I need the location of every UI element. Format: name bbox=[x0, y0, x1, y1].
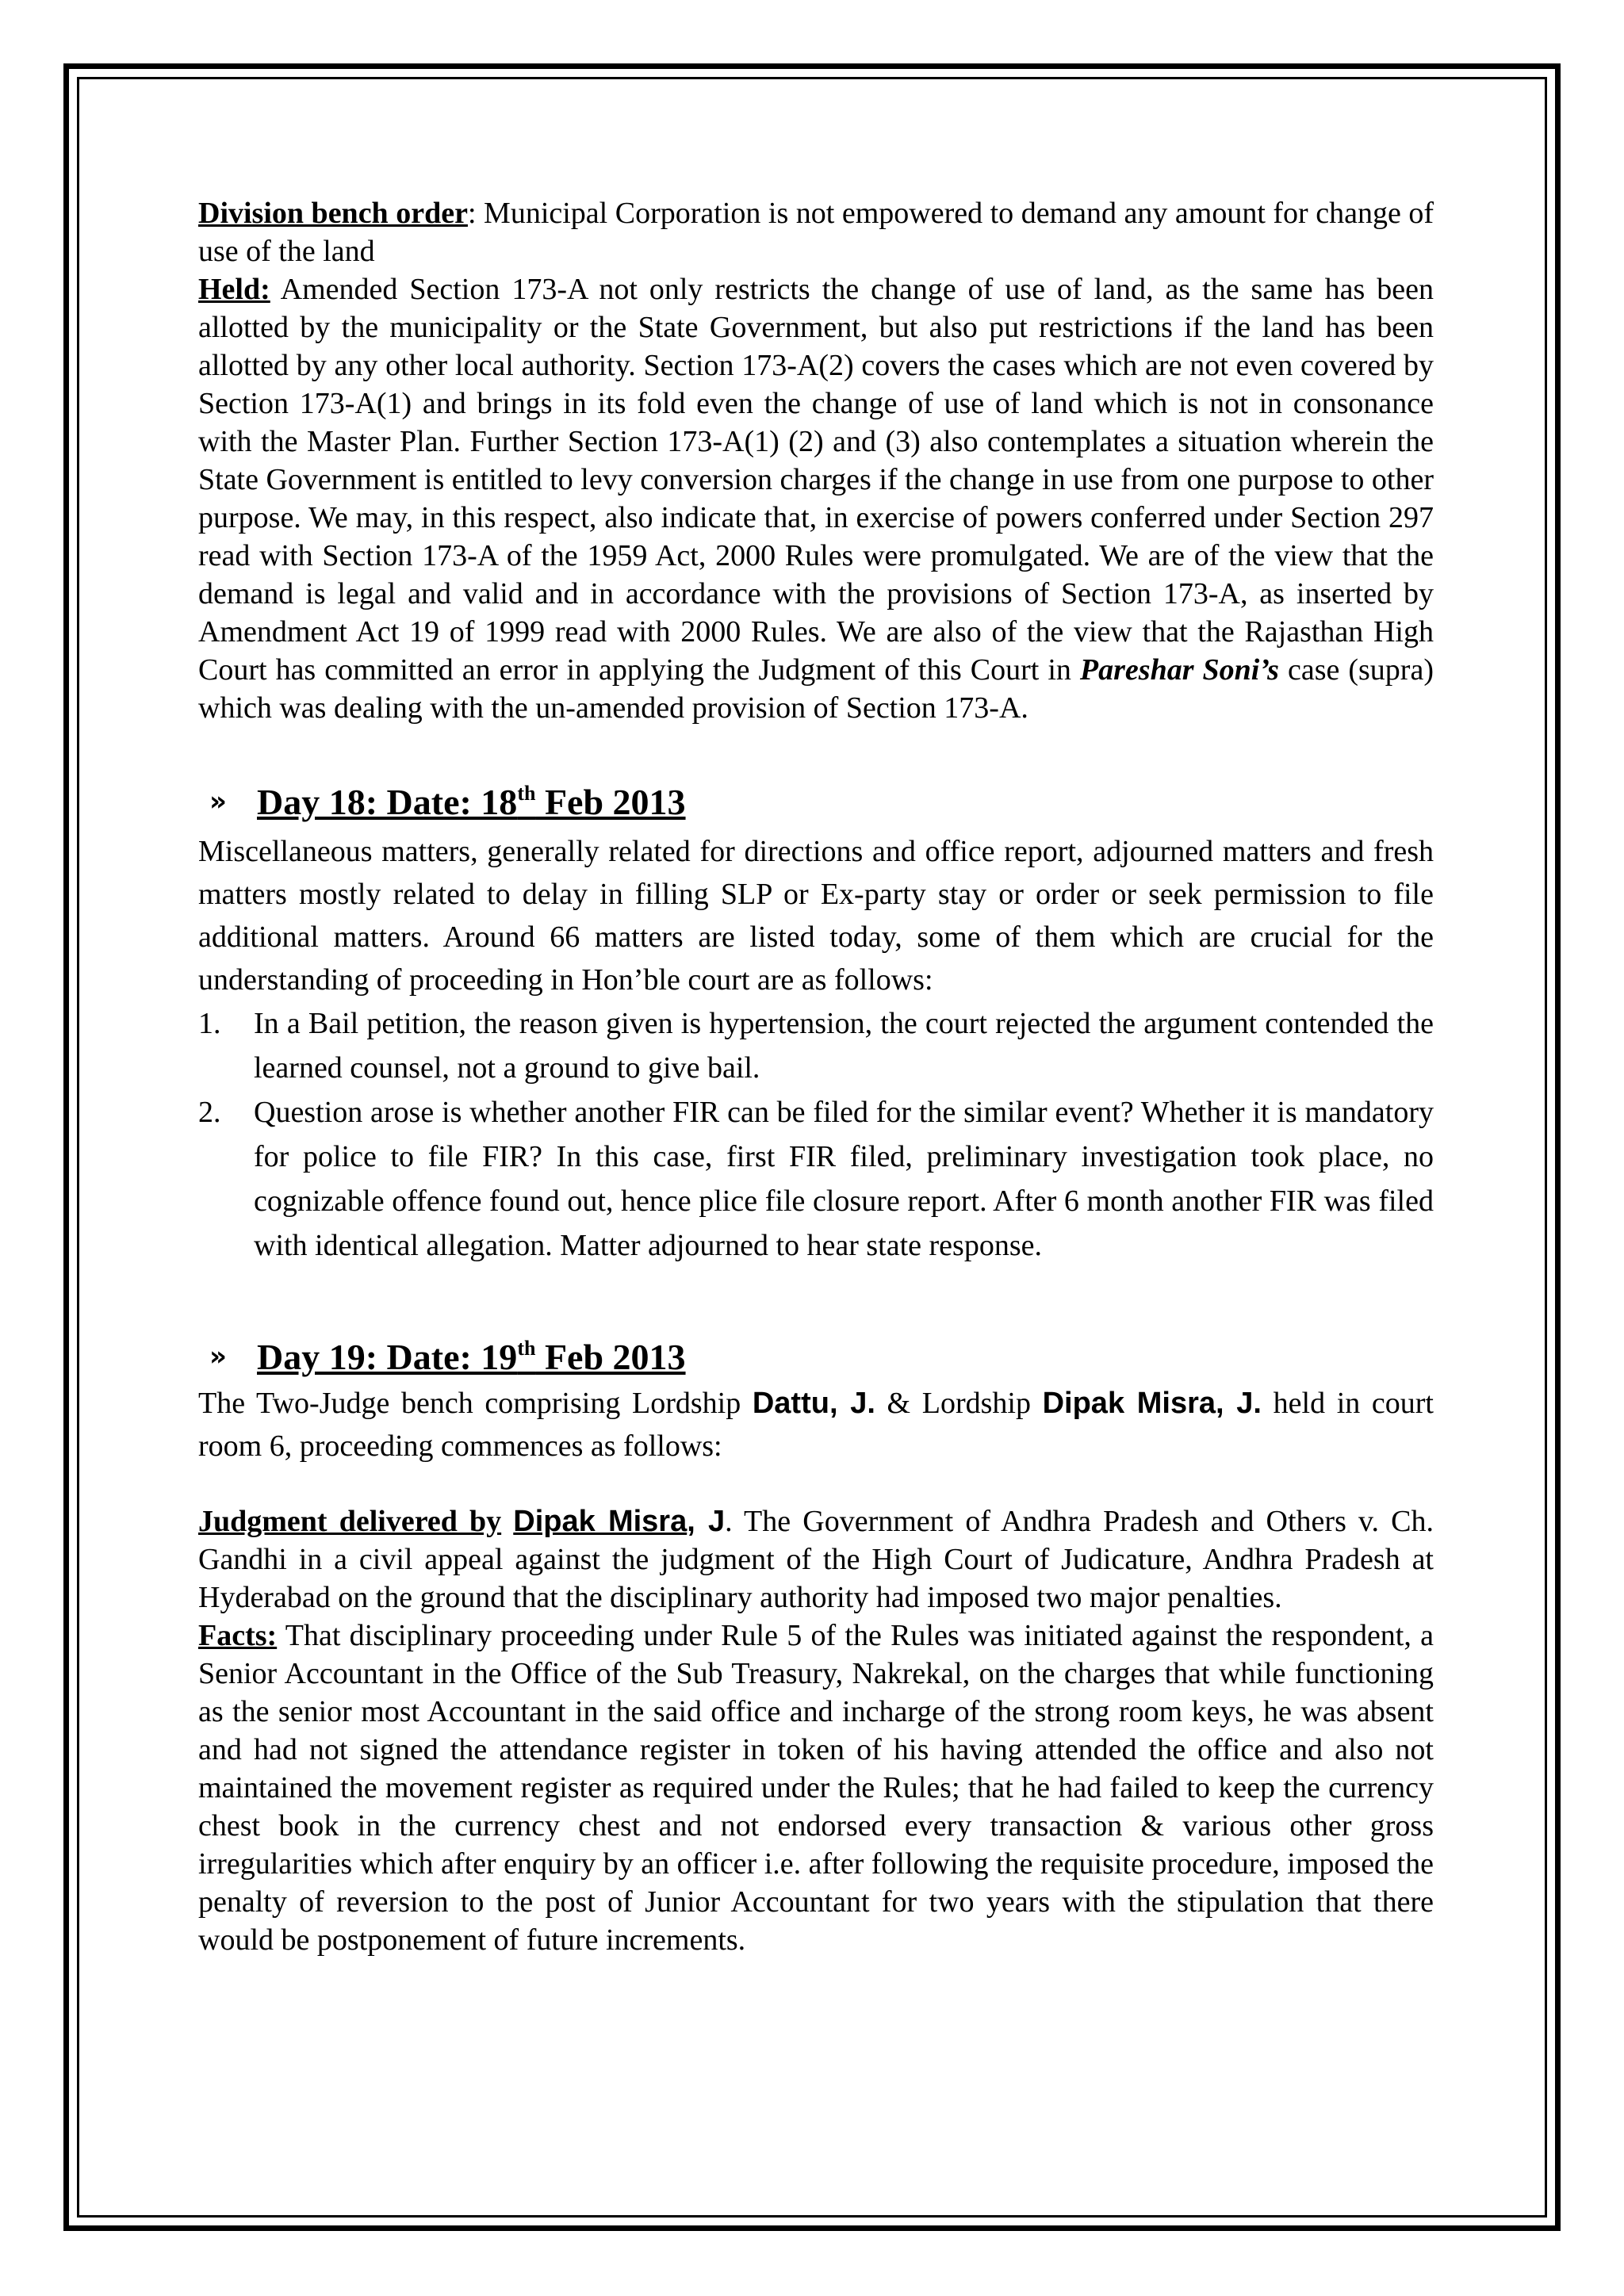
judgment-paragraph bbox=[198, 1502, 1434, 1617]
day19-heading bbox=[198, 1331, 1434, 1382]
chevron-bullet-icon: » bbox=[209, 1341, 227, 1372]
day19-title-pre: Day 19: Date: 19 bbox=[257, 1336, 518, 1377]
day18-title-pre: Day 18: Date: 18 bbox=[257, 781, 518, 822]
facts-label: Facts: bbox=[198, 1619, 278, 1652]
day18-heading bbox=[198, 776, 1434, 827]
day19-title bbox=[257, 1336, 686, 1378]
day18-items bbox=[198, 1001, 1434, 1268]
list-item bbox=[198, 1001, 1434, 1090]
held-text-after: case (supra) which was dealing with the un-amended provision of Section 173-A. bbox=[198, 653, 1434, 725]
day19-title-post: Feb 2013 bbox=[535, 1336, 686, 1377]
held-label: Held: bbox=[198, 273, 270, 306]
division-bench-paragraph bbox=[198, 194, 1434, 270]
held-paragraph bbox=[198, 270, 1434, 727]
day18-title bbox=[257, 781, 686, 823]
judge-name-2: Dipak Misra, J. bbox=[1042, 1387, 1262, 1420]
day18-title-sup: th bbox=[517, 781, 536, 805]
held-text-before: Amended Section 173-A not only restricts the change of use of land, as the same has been allotted by the municipality or the State Government, but also put restrictions if the land has been allotted by any other local authority. Section 173-A(2) covers the cases which are not even covered by Section 173-A(1) and brings in its fold even the change of use of land which is not in consonance with the Master Plan. Further Section 173-A(1) (2) and (3) also contemplates a situation wherein the State Government is entitled to levy conversion charges if the change in use from one purpose to other purpose. We may, in this respect, also indicate that, in exercise of powers conferred under Section 297 read with Section 173-A of the 1959 Act, 2000 Rules were promulgated. We are of the view that the demand is legal and valid and in accordance with the provisions of Section 173-A, as inserted by Amendment Act 19 of 1999 read with 2000 Rules. We are also of the view that the Rajasthan High Court has committed an error in applying the Judgment of this Court in bbox=[198, 273, 1434, 687]
judgment-text: . The Government of Andhra Pradesh and Others v. Ch. Gandhi in a civil appeal against the judgment of the High Court of Judicature, Andhra Pradesh at Hyderabad on the ground that the disciplinary authority had imposed two major penalties. bbox=[198, 1505, 1434, 1614]
facts-text: That disciplinary proceeding under Rule 5 of the Rules was initiated against the respondent, a Senior Accountant in the Office of the Sub Treasury, Nakrekal, on the charges that while functioning as the senior most Accountant in the said office and incharge of the strong room keys, he was absent and had not signed the attendance register in token of his having attended the office and also not maintained the movement register as required under the Rules; that he had failed to keep the currency chest book in the currency chest and not endorsed every transaction & various other gross irregularities which after enquiry by an officer i.e. after following the requisite procedure, imposed the penalty of reversion to the post of Junior Accountant for two years with the stipulation that there would be postponement of future increments. bbox=[198, 1619, 1434, 1957]
facts-paragraph bbox=[198, 1617, 1434, 1959]
list-item-number: 2. bbox=[198, 1096, 221, 1129]
judgment-section bbox=[198, 1502, 1434, 1959]
division-held-section bbox=[198, 194, 1434, 727]
document-body bbox=[198, 194, 1434, 1959]
division-bench-label: Division bench order bbox=[198, 197, 468, 230]
judge-name-1: Dattu, J. bbox=[752, 1387, 875, 1420]
case-name: Pareshar Soni’s bbox=[1079, 653, 1279, 687]
judgment-judge-suffix: , J bbox=[687, 1505, 726, 1538]
judgment-label: Judgment delivered by bbox=[198, 1505, 502, 1538]
bench-text-post: held in court room 6, proceeding commences as follows: bbox=[198, 1387, 1434, 1463]
chevron-bullet-icon: » bbox=[209, 786, 227, 817]
list-item-text: Question arose is whether another FIR can be filed for the similar event? Whether it is mandatory for police to file FIR? In this case, first FIR filed, preliminary investigation took place, no cognizable offence found out, hence plice file closure report. After 6 month another FIR was filed with identical allegation. Matter adjourned to hear state response. bbox=[254, 1096, 1434, 1262]
bench-text-mid: & Lordship bbox=[875, 1387, 1043, 1420]
day19-title-sup: th bbox=[517, 1336, 536, 1360]
judgment-judge: Dipak Misra bbox=[513, 1505, 688, 1538]
day18-title-post: Feb 2013 bbox=[535, 781, 686, 822]
list-item-number: 1. bbox=[198, 1007, 221, 1040]
list-item-text: In a Bail petition, the reason given is hypertension, the court rejected the argument contended the learned counsel, not a ground to give bail. bbox=[254, 1007, 1434, 1085]
day19-bench-paragraph bbox=[198, 1382, 1434, 1468]
bench-text-pre: The Two-Judge bench comprising Lordship bbox=[198, 1387, 753, 1420]
day18-intro: Miscellaneous matters, generally related for directions and office report, adjourned matters and fresh matters mostly related to delay in filling SLP or Ex-party stay or order or seek permission to file additional matters. Around 66 matters are listed today, some of them which are crucial for the understanding of proceeding in Hon’ble court are as follows: bbox=[198, 835, 1434, 997]
list-item bbox=[198, 1090, 1434, 1268]
division-bench-text: : Municipal Corporation is not empowered to demand any amount for change of use of the land bbox=[198, 197, 1434, 268]
